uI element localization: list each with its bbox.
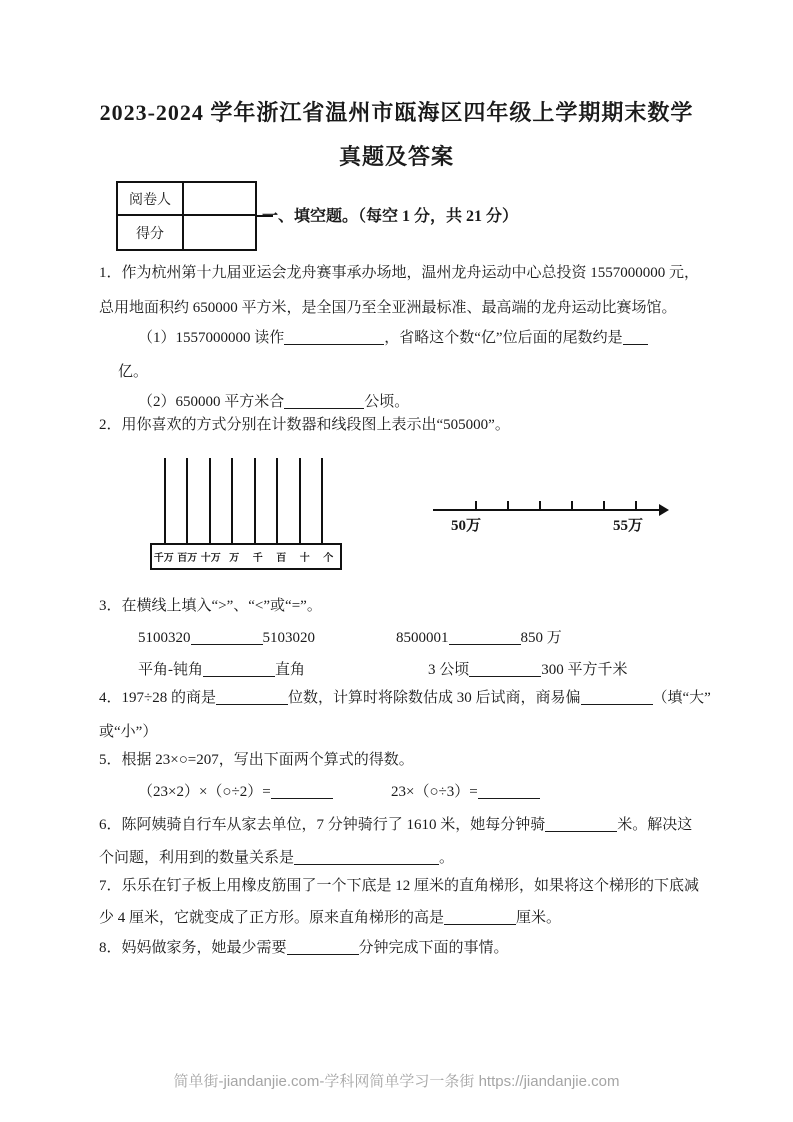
text-segment: 8500001 [396, 630, 449, 646]
counter-place-label: 十万 [200, 553, 221, 564]
counter-rod [209, 458, 211, 544]
counter-rod [231, 458, 233, 544]
text-segment: 直角 [275, 662, 306, 678]
text-segment: （填“大” [652, 690, 711, 706]
tick-mark [571, 501, 573, 511]
text-segment: 850 万 [520, 630, 562, 646]
text-segment: 米。解决这 [617, 817, 693, 833]
reviewer-value-cell [184, 183, 255, 216]
question-4-line-1 [99, 688, 711, 708]
counter-base [150, 543, 342, 570]
question-4-line-2: 或“小”） [99, 724, 158, 740]
counter-place-label: 百万 [177, 553, 198, 564]
text-segment: 位数，计算时将除数估成 30 后试商，商易偏 [287, 690, 581, 706]
counter-place-label: 十 [299, 553, 310, 564]
tick-mark [603, 501, 605, 511]
question-5-text: 5．根据 23×○=207，写出下面两个算式的得数。 [99, 752, 414, 768]
counter-place-label: 千 [252, 553, 263, 564]
blank-underline [623, 330, 648, 345]
blank-underline [287, 940, 359, 955]
text-segment: （2）650000 平方米合 [138, 394, 285, 410]
blank-underline [449, 630, 521, 645]
text-segment: 6．陈阿姨骑自行车从家去单位，7 分钟骑行了 1610 米，她每分钟骑 [99, 817, 546, 833]
footer-watermark: 简单街-jiandanjie.com-学科网简单学习一条街 https://jiandanjie.com [173, 1073, 620, 1090]
text-segment: ，省略这个数“亿”位后面的尾数约是 [384, 330, 623, 346]
text-segment: 公顷。 [364, 394, 410, 410]
page-title-line-2: 真题及答案 [338, 144, 454, 169]
counter-place-label: 万 [229, 553, 240, 564]
blank-underline [271, 784, 333, 799]
blank-underline [191, 630, 263, 645]
question-6-line-1 [99, 815, 692, 835]
text-segment: 8．妈妈做家务，她最少需要 [99, 940, 287, 956]
question-1-line-2: 总用地面积约 650000 平方米，是全国乃至全亚洲最标准、最高端的龙舟运动比赛场馆。 [99, 300, 677, 316]
comparison-pair [138, 630, 315, 646]
question-1-line-1: 1．作为杭州第十九届亚运会龙舟赛事承办场地，温州龙舟运动中心总投资 1557000000 元， [99, 265, 700, 281]
score-table [116, 181, 257, 251]
blank-underline [478, 784, 540, 799]
text-segment: （1）1557000000 读作 [138, 330, 285, 346]
text-segment: 5103020 [262, 630, 315, 646]
counter-diagram [150, 458, 342, 570]
question-7-line-2 [99, 908, 561, 928]
text-segment: 分钟完成下面的事情。 [358, 940, 509, 956]
tick-mark [475, 501, 477, 511]
question-3-row-2 [138, 660, 698, 680]
number-line-label-right: 55万 [613, 518, 644, 534]
number-line-label-left: 50万 [451, 518, 482, 534]
question-5-expressions [138, 782, 698, 802]
arrow-right-icon [659, 504, 669, 516]
blank-underline [203, 662, 275, 677]
blank-underline [284, 394, 364, 409]
counter-rod [299, 458, 301, 544]
blank-underline [216, 690, 288, 705]
question-8-text [99, 938, 509, 958]
comparison-pair [428, 660, 628, 680]
tick-mark [507, 501, 509, 511]
tick-mark [635, 501, 637, 511]
text-segment: 平角-钝角 [138, 662, 203, 678]
expression [138, 784, 333, 800]
question-1-sub-2 [138, 392, 409, 412]
text-segment: 少 4 厘米，它就变成了正方形。原来直角梯形的高是 [99, 910, 445, 926]
counter-rod [164, 458, 166, 544]
blank-underline [444, 910, 516, 925]
expression [391, 782, 540, 802]
text-segment: 4．197÷28 的商是 [99, 690, 216, 706]
reviewer-label-cell: 阅卷人 [118, 183, 184, 216]
counter-rod [254, 458, 256, 544]
comparison-pair [138, 662, 305, 678]
blank-underline [284, 330, 384, 345]
text-segment: 5100320 [138, 630, 191, 646]
counter-place-label: 千万 [153, 553, 174, 564]
question-6-line-2 [99, 848, 454, 868]
text-segment: 300 平方千米 [541, 662, 628, 678]
counter-rod [276, 458, 278, 544]
text-segment: 个问题，利用到的数量关系是 [99, 850, 295, 866]
question-2-text: 2．用你喜欢的方式分别在计数器和线段图上表示出“505000”。 [99, 417, 510, 433]
text-segment: 。 [439, 850, 455, 866]
section-1-heading: 一、填空题。（每空 1 分，共 21 分） [262, 208, 519, 225]
text-segment: （23×2）×（○÷2）= [138, 784, 271, 800]
counter-rod [186, 458, 188, 544]
question-3-text: 3．在横线上填入“>”、“<”或“=”。 [99, 598, 322, 614]
text-segment: 23×（○÷3）= [391, 784, 478, 800]
number-line-diagram [433, 498, 678, 540]
blank-underline [581, 690, 653, 705]
score-value-cell [184, 216, 255, 249]
page-title-line-1: 2023-2024 学年浙江省温州市瓯海区四年级上学期期末数学 [99, 100, 694, 125]
score-label-cell: 得分 [118, 216, 184, 249]
question-1-sub-1 [138, 328, 648, 348]
tick-mark [539, 501, 541, 511]
counter-place-label: 个 [323, 553, 334, 564]
blank-underline [469, 662, 541, 677]
text-segment: 厘米。 [516, 910, 562, 926]
text-segment: 3 公顷 [428, 662, 470, 678]
number-line [433, 509, 661, 511]
blank-underline [545, 817, 617, 832]
question-7-line-1: 7．乐乐在钉子板上用橡皮筋围了一个下底是 12 厘米的直角梯形，如果将这个梯形的下底减 [99, 878, 700, 894]
blank-underline [294, 850, 439, 865]
counter-place-label: 百 [276, 553, 287, 564]
question-3-row-1 [138, 628, 698, 648]
counter-rod [321, 458, 323, 544]
question-1-sub-1-cont: 亿。 [118, 364, 149, 380]
comparison-pair [396, 628, 562, 648]
